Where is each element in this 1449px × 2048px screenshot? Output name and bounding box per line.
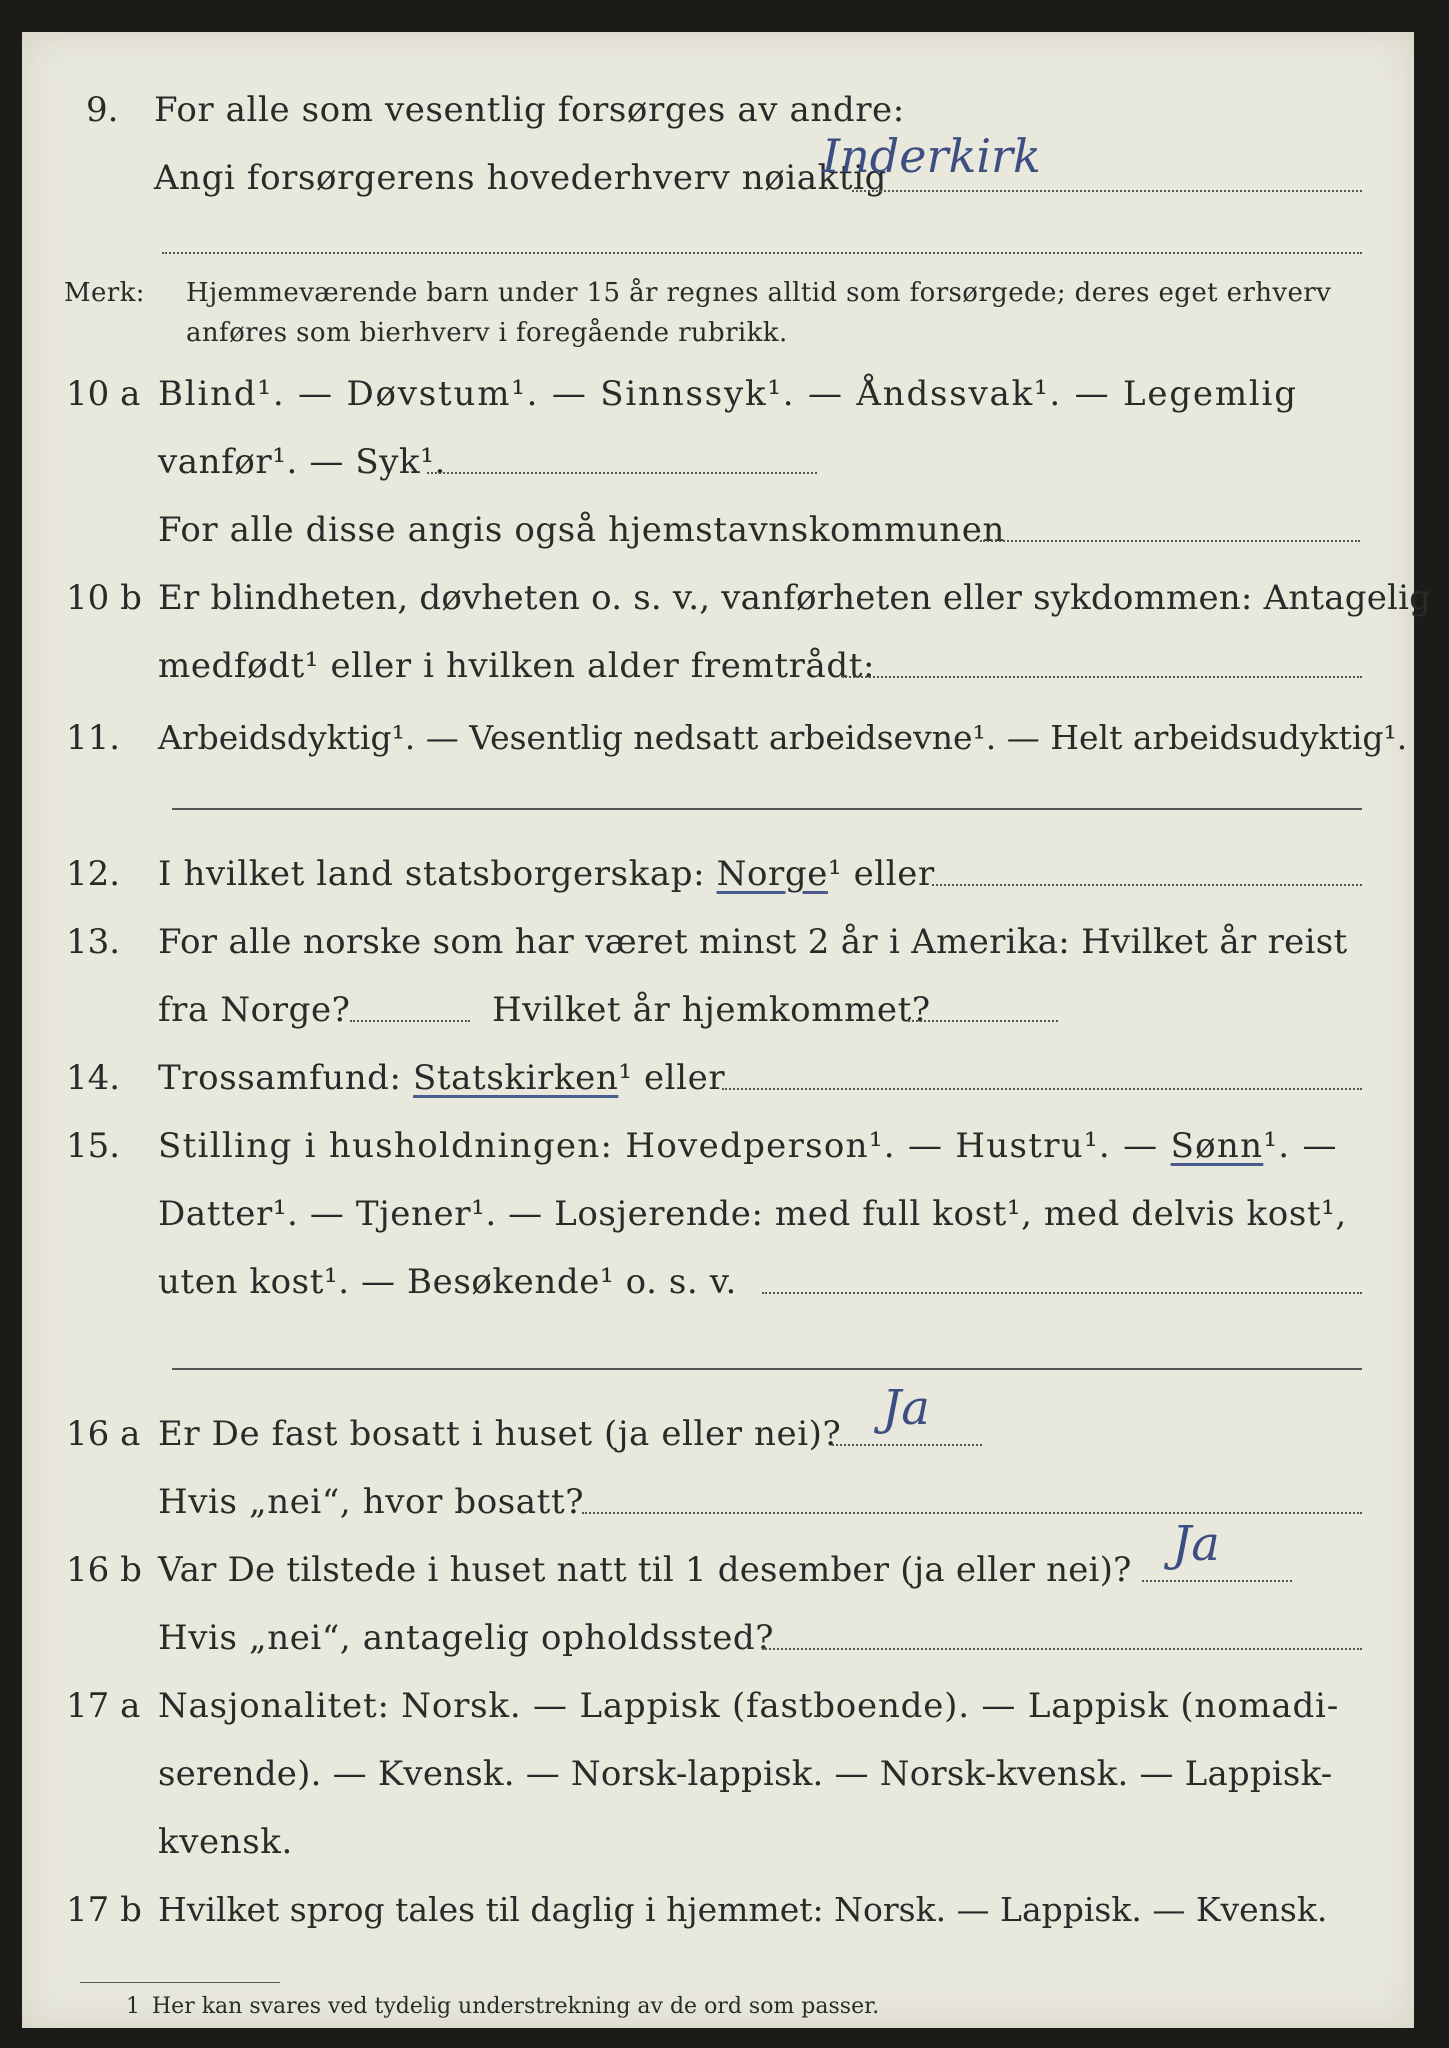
q9-extra-line xyxy=(162,252,1362,254)
q10a-line1: Blind¹. — Døvstum¹. — Sinnssyk¹. — Åndssvak¹. — Legemlig xyxy=(158,374,1298,414)
q14-answer-line xyxy=(722,1088,1362,1090)
q10a-line3: For alle disse angis også hjemstavnskommunen xyxy=(158,510,1005,550)
q9-line1: For alle som vesentlig forsørges av andre: xyxy=(154,90,905,130)
q9-handwritten-answer[interactable]: Inderkirk xyxy=(822,129,1041,183)
footnote-mark: 1 xyxy=(126,1994,140,2019)
q12-number: 12. xyxy=(66,854,121,894)
q14-eller: ¹ eller xyxy=(618,1058,726,1098)
q15-answer-rule xyxy=(172,1368,1362,1370)
q13-line2b: Hvilket år hjemkommet? xyxy=(492,990,931,1030)
q17a-line3: kvensk. xyxy=(158,1822,293,1862)
q11-answer-rule xyxy=(172,808,1362,810)
q17b-number: 17 b xyxy=(66,1890,142,1930)
q12-question: I hvilket land statsborgerskap: xyxy=(158,854,706,894)
merk-line1: Hjemmeværende barn under 15 år regnes alltid som forsørgede; deres eget erhverv xyxy=(186,278,1332,308)
q15-sonn-underlined[interactable]: Sønn xyxy=(1170,1126,1264,1166)
q12-eller: ¹ eller xyxy=(827,854,935,894)
q9-line2: Angi forsørgerens hovederhverv nøiaktig xyxy=(154,158,887,198)
q10a-answer-line xyxy=(427,472,817,474)
q14-line xyxy=(158,1058,725,1098)
census-form-page xyxy=(22,32,1432,2028)
q13-reist-line xyxy=(350,1020,470,1022)
q16b-number: 16 b xyxy=(66,1550,142,1590)
q11-number: 11. xyxy=(66,718,121,758)
q16b-opholdssted-line xyxy=(762,1648,1362,1650)
q15-answer-line xyxy=(762,1292,1362,1294)
q10a-number: 10 a xyxy=(66,374,141,414)
merk-line2: anføres som bierhverv i foregående rubrikk. xyxy=(186,318,788,348)
footnote-rule xyxy=(80,1982,280,1983)
q10b-line1: Er blindheten, døvheten o. s. v., vanførheten eller sykdommen: Antagelig xyxy=(158,578,1432,618)
q14-question: Trossamfund: xyxy=(158,1058,402,1098)
footnote-text: Her kan svares ved tydelig understrekning av de ord som passer. xyxy=(152,1994,880,2019)
q15-line1 xyxy=(158,1126,1338,1166)
q17b-line1: Hvilket sprog tales til daglig i hjemmet: Norsk. — Lappisk. — Kvensk. xyxy=(158,1890,1328,1929)
merk-label: Merk: xyxy=(64,278,145,308)
q16a-answer-line xyxy=(832,1444,982,1446)
q15-line2: Datter¹. — Tjener¹. — Losjerende: med full kost¹, med delvis kost¹, xyxy=(158,1194,1347,1234)
q16a-line1: Er De fast bosatt i huset (ja eller nei)? xyxy=(158,1414,842,1454)
q16b-line1: Var De tilstede i huset natt til 1 desember (ja eller nei)? xyxy=(158,1550,1132,1590)
q10a-line2: vanfør¹. — Syk¹. xyxy=(158,442,446,482)
q12-answer-line xyxy=(932,884,1362,886)
q16b-handwritten-answer[interactable]: Ja xyxy=(1172,1516,1220,1572)
q16b-line2: Hvis „nei“, antagelig opholdssted? xyxy=(158,1618,775,1658)
q15-number: 15. xyxy=(66,1126,121,1166)
q10b-number: 10 b xyxy=(66,578,142,618)
q10a-hjemstavn-line xyxy=(980,540,1360,542)
q15-line1-text: Stilling i husholdningen: Hovedperson¹. — Hustru¹. — xyxy=(158,1126,1159,1166)
q17a-line2: serende). — Kvensk. — Norsk-lappisk. — Norsk-kvensk. — Lappisk- xyxy=(158,1754,1333,1794)
q14-statskirken-underlined[interactable]: Statskirken xyxy=(413,1058,619,1098)
q15-line3: uten kost¹. — Besøkende¹ o. s. v. xyxy=(158,1262,737,1302)
q11-line1: Arbeidsdyktig¹. — Vesentlig nedsatt arbeidsevne¹. — Helt arbeidsudyktig¹. xyxy=(158,718,1408,757)
q16b-answer-line xyxy=(1142,1580,1292,1582)
q13-line2a: fra Norge? xyxy=(158,990,351,1030)
q17a-number: 17 a xyxy=(66,1686,141,1726)
q10b-answer-line xyxy=(842,676,1362,678)
q17a-line1: Nasjonalitet: Norsk. — Lappisk (fastboende). — Lappisk (nomadi- xyxy=(158,1686,1339,1726)
q13-hjemkommet-line xyxy=(908,1020,1058,1022)
q14-number: 14. xyxy=(66,1058,121,1098)
q10b-line2: medfødt¹ eller i hvilken alder fremtrådt: xyxy=(158,646,876,686)
q16a-bosatt-line xyxy=(582,1512,1362,1514)
q16a-line2: Hvis „nei“, hvor bosatt? xyxy=(158,1482,585,1522)
q13-line1: For alle norske som har været minst 2 år i Amerika: Hvilket år reist xyxy=(158,922,1348,962)
q9-answer-line xyxy=(852,190,1362,192)
q15-line1-end: ¹. — xyxy=(1263,1126,1338,1166)
q12-norge-underlined[interactable]: Norge xyxy=(716,854,828,894)
q12-line xyxy=(158,854,935,894)
q9-number: 9. xyxy=(86,90,119,130)
q13-number: 13. xyxy=(66,922,121,962)
q16a-handwritten-answer[interactable]: Ja xyxy=(882,1380,930,1436)
q16a-number: 16 a xyxy=(66,1414,141,1454)
